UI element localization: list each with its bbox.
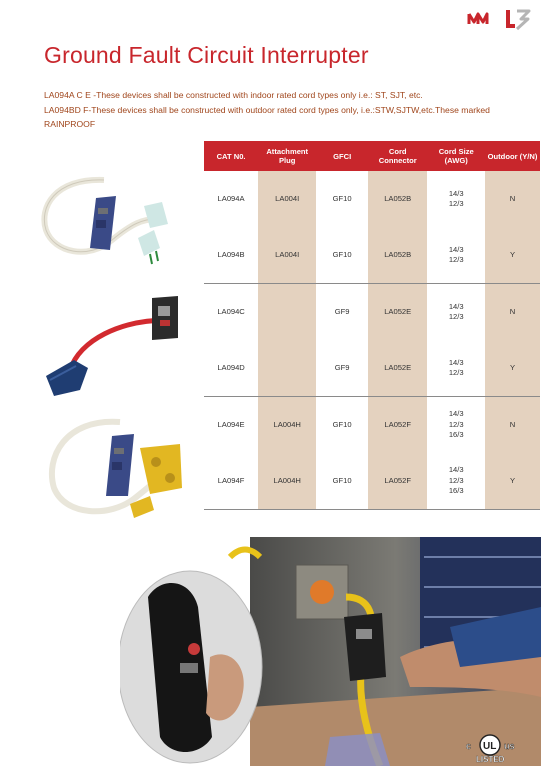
size-value: 12/3 [448,199,464,208]
usage-photo [120,537,541,766]
cell-size [427,227,485,284]
table-row [204,171,540,227]
ul-listed-mark [464,734,532,764]
col-header-cat: CAT N0. [204,141,258,171]
size-value: 12/3 [448,419,464,429]
size-value: 14/3 [448,244,464,254]
cell-gfci: GF10 [332,419,352,429]
size-value: 16/3 [448,430,464,440]
table-row [204,453,540,510]
cell-plug: LA004I [258,227,316,284]
cell-gfci: GF10 [332,193,352,203]
cell-plug: LA004I [258,171,316,227]
cell-outdoor: N [485,397,540,454]
cell-connector: LA052E [368,284,427,341]
size-value: 14/3 [448,188,464,198]
table-row [204,340,540,397]
table-header-row [204,141,540,171]
cell-connector: LA052F [368,397,427,454]
cell-cat: LA094D [204,340,258,397]
cell-outdoor: N [485,284,540,341]
brand-logo-2-icon [503,6,533,32]
brand-logos [463,6,533,32]
product-photo-gfci-cord-c [40,290,190,400]
cell-size [427,171,485,227]
cell-cat: LA094E [217,419,245,429]
cell-cat: LA094C [217,306,245,316]
cert-listed: LISTED [476,755,505,764]
size-value: 14/3 [448,465,464,475]
cell-gfci: GF9 [316,340,368,397]
cell-outdoor: Y [485,453,540,510]
cert-ul: UL [483,741,497,752]
cell-cat: LA094A [217,193,245,203]
cell-size [427,284,485,341]
description-indoor: LA094A C E -These devices shall be constructed with indoor rated cord types only i.e.: ST, SJT, etc. [44,90,423,100]
size-value: 16/3 [448,486,464,496]
col-header-size: Cord Size (AWG) [427,141,485,171]
size-value: 14/3 [448,409,464,419]
cert-c: c [466,741,472,751]
cell-gfci: GF9 [334,306,350,316]
cell-plug [258,340,316,397]
size-value: 14/3 [448,357,464,367]
brand-logo-icon [463,6,493,32]
cell-size [427,453,485,510]
cell-connector: LA052E [368,340,427,397]
col-header-outdoor: Outdoor (Y/N) [485,141,540,171]
spec-table [204,141,540,510]
product-photo-gfci-cord-a [34,168,174,278]
cell-outdoor: N [485,171,540,227]
description-outdoor: LA094BD F-These devices shall be constructed with outdoor rated cord types only, i.e.:STW,SJTW,etc.These marked RAINPROOF [44,104,490,130]
cell-plug [258,284,316,341]
table-row [204,397,540,454]
cell-size [427,340,485,397]
cell-connector: LA052B [368,171,427,227]
cell-outdoor: Y [485,227,540,284]
cell-plug: LA004H [258,397,316,454]
cell-plug: LA004H [258,453,316,510]
cell-size [427,397,485,454]
description [44,88,529,132]
size-value: 12/3 [448,368,464,377]
cell-gfci: GF10 [316,227,368,284]
cell-connector: LA052B [368,227,427,284]
col-header-plug: Attachment Plug [258,141,316,171]
cell-cat: LA094F [204,453,258,510]
table-row [204,284,540,341]
page-title: Ground Fault Circuit Interrupter [44,42,369,68]
size-value: 14/3 [448,301,464,311]
table-row [204,227,540,284]
product-photo-gfci-cord-e [40,408,190,528]
col-header-connector: Cord Connector [368,141,427,171]
cell-gfci: GF10 [316,453,368,510]
cert-us: us [504,741,515,751]
cell-cat: LA094B [204,227,258,284]
size-value: 12/3 [448,255,464,264]
col-header-gfci: GFCI [316,141,368,171]
cell-outdoor: Y [485,340,540,397]
size-value: 12/3 [448,312,464,321]
cell-connector: LA052F [368,453,427,510]
size-value: 12/3 [448,475,464,485]
